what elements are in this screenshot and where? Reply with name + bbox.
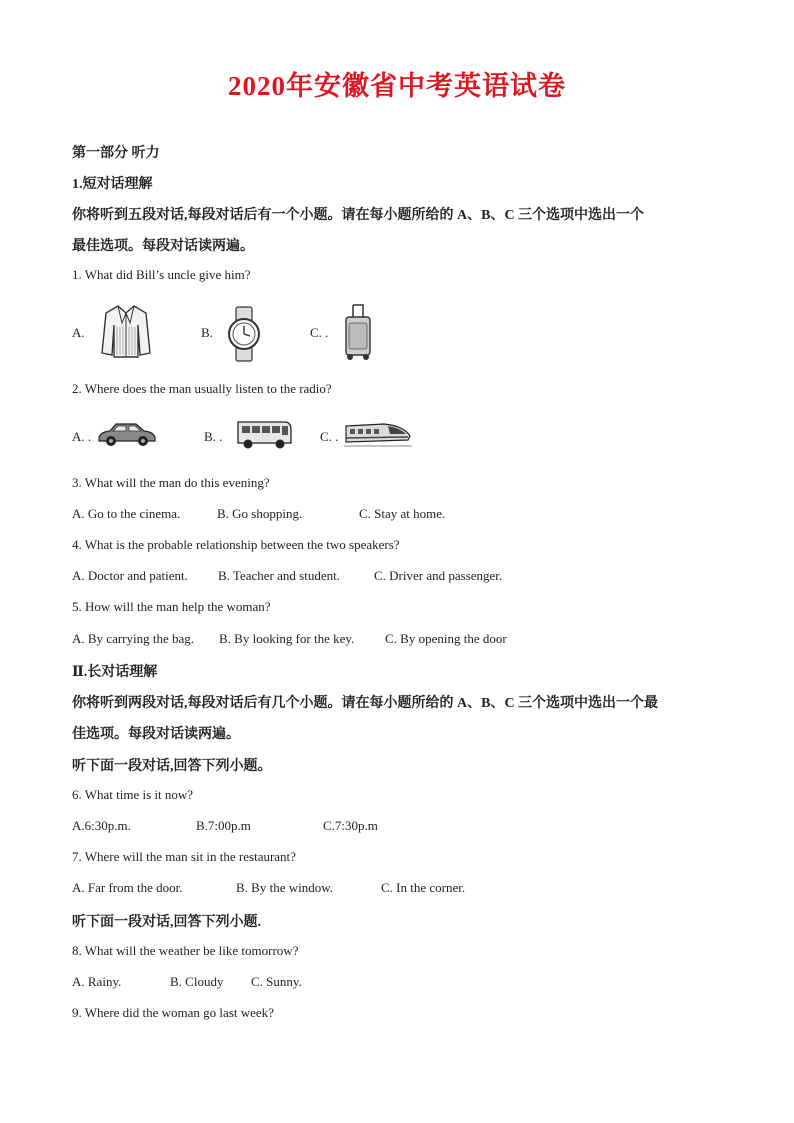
- listen-instruction-2: 听下面一段对话,回答下列小题.: [72, 915, 261, 930]
- q2-option-a: A. .: [72, 429, 92, 444]
- suitcase-icon: [343, 303, 373, 361]
- question-3: 3. What will the man do this evening?: [72, 475, 270, 490]
- q4-option-a: A. Doctor and patient.: [72, 568, 188, 583]
- q3-option-a: A. Go to the cinema.: [72, 506, 181, 521]
- section2-heading: Ⅱ.长对话理解: [72, 665, 158, 680]
- section1-instruction-line2: 最佳选项。每段对话读两遍。: [72, 239, 254, 254]
- question-7: 7. Where will the man sit in the restaurant?: [72, 849, 296, 864]
- section1-heading: 1.短对话理解: [72, 177, 153, 192]
- q6-option-a: A.6:30p.m.: [72, 818, 131, 833]
- q7-option-c: C. In the corner.: [381, 880, 466, 895]
- question-6: 6. What time is it now?: [72, 787, 194, 802]
- question-4: 4. What is the probable relationship between the two speakers?: [72, 537, 400, 552]
- q3-option-b: B. Go shopping.: [217, 506, 303, 521]
- q7-option-b: B. By the window.: [236, 880, 334, 895]
- question-1: 1. What did Bill’s uncle give him?: [72, 267, 251, 282]
- q5-option-c: C. By opening the door: [385, 631, 507, 646]
- q6-option-c: C.7:30p.m: [323, 818, 378, 833]
- watch-icon: [226, 306, 262, 362]
- q2-option-b: B. .: [204, 429, 223, 444]
- bus-icon: [234, 418, 294, 450]
- part-heading: 第一部分 听力: [72, 146, 160, 161]
- q8-option-c: C. Sunny.: [251, 974, 302, 989]
- listen-instruction-1: 听下面一段对话,回答下列小题。: [72, 759, 272, 774]
- section2-instruction-line2: 佳选项。每段对话读两遍。: [72, 727, 240, 742]
- q5-option-b: B. By looking for the key.: [219, 631, 355, 646]
- q8-option-b: B. Cloudy: [170, 974, 224, 989]
- q2-option-c: C. .: [320, 429, 339, 444]
- jacket-icon: [100, 303, 152, 359]
- q6-option-b: B.7:00p.m: [196, 818, 251, 833]
- q4-option-c: C. Driver and passenger.: [374, 568, 503, 583]
- section2-instruction-line1: 你将听到两段对话,每段对话后有几个小题。请在每小题所给的 A、B、C 三个选项中选出一个最: [72, 696, 659, 711]
- q1-option-c: C. .: [310, 325, 329, 340]
- section1-instruction-line1: 你将听到五段对话,每段对话后有一个小题。请在每小题所给的 A、B、C 三个选项中选出一个: [72, 208, 645, 223]
- q3-option-c: C. Stay at home.: [359, 506, 446, 521]
- question-5: 5. How will the man help the woman?: [72, 599, 271, 614]
- q4-option-b: B. Teacher and student.: [218, 568, 340, 583]
- q7-option-a: A. Far from the door.: [72, 880, 183, 895]
- car-icon: [96, 420, 158, 448]
- q5-option-a: A. By carrying the bag.: [72, 631, 195, 646]
- question-2: 2. Where does the man usually listen to the radio?: [72, 381, 332, 396]
- page-title: 2020年安徽省中考英语试卷: [228, 71, 566, 101]
- q8-option-a: A. Rainy.: [72, 974, 122, 989]
- train-icon: [344, 412, 412, 452]
- q1-option-b: B.: [201, 325, 213, 340]
- question-8: 8. What will the weather be like tomorrow?: [72, 943, 299, 958]
- q1-option-a: A.: [72, 325, 85, 340]
- question-9: 9. Where did the woman go last week?: [72, 1005, 274, 1020]
